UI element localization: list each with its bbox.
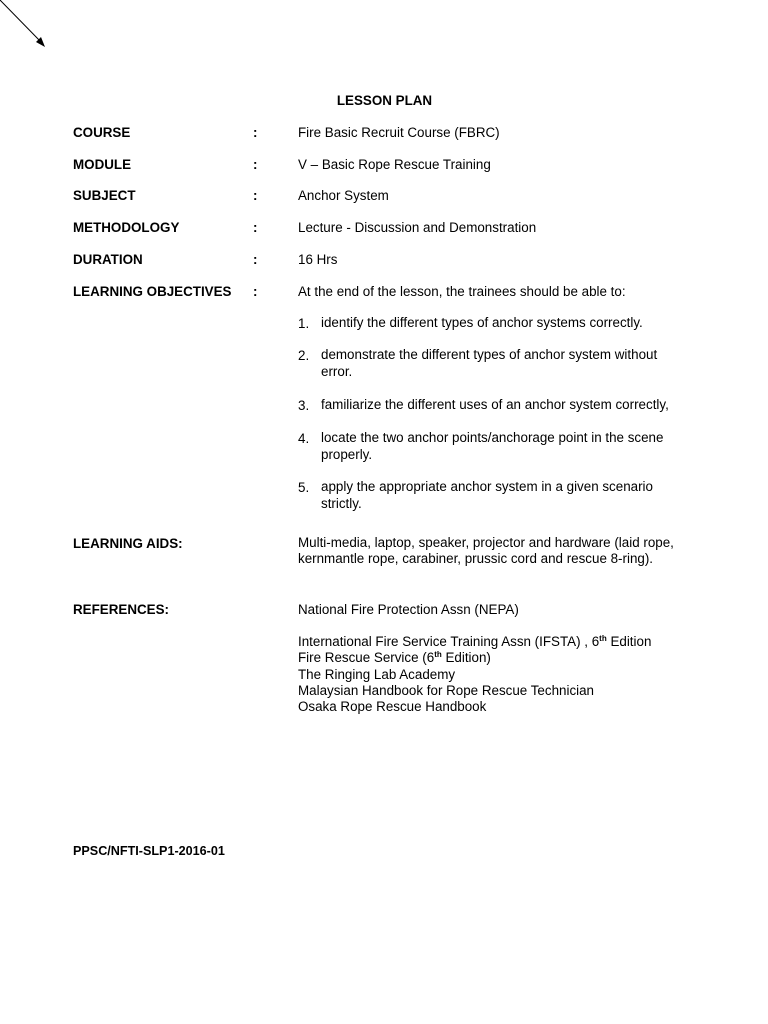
learning-aids-label: LEARNING AIDS: [73, 536, 183, 551]
field-colon: : [253, 220, 258, 235]
objective-number: 5. [298, 480, 310, 495]
objective-number: 3. [298, 398, 310, 413]
corner-arrow-icon [0, 0, 60, 60]
reference-item: Osaka Rope Rescue Handbook [298, 699, 487, 715]
field-colon: : [253, 157, 258, 172]
reference-item: International Fire Service Training Assn (IFSTA) , 6th Edition [298, 634, 652, 649]
objective-text: locate the two anchor points/anchorage point in the scene properly. [321, 430, 664, 462]
field-colon: : [253, 125, 258, 140]
field-value: 16 Hrs [298, 252, 338, 267]
objective-text: apply the appropriate anchor system in a given scenario strictly. [321, 479, 653, 511]
objective-number: 1. [298, 316, 310, 331]
field-colon: : [253, 252, 258, 267]
reference-item: Malaysian Handbook for Rope Rescue Technician [298, 682, 595, 698]
objective-number: 4. [298, 431, 310, 446]
objective-number: 2. [298, 348, 310, 363]
field-value: V – Basic Rope Rescue Training [298, 157, 491, 172]
objectives-intro: At the end of the lesson, the trainees should be able to: [298, 284, 626, 299]
references-label: REFERENCES: [73, 602, 169, 617]
reference-item: The Ringing Lab Academy [298, 666, 456, 682]
references-list [298, 634, 698, 715]
learning-aids-text: Multi-media, laptop, speaker, projector and hardware (laid rope, kernmantle rope, carabiner, prussic cord and rescue 8-ring). [298, 535, 674, 567]
field-label: SUBJECT [73, 188, 136, 203]
field-value: Fire Basic Recruit Course (FBRC) [298, 125, 500, 140]
objective-text: familiarize the different uses of an anchor system correctly, [321, 397, 669, 412]
reference-item: Fire Rescue Service (6th Edition) [298, 650, 491, 666]
objectives-colon: : [253, 284, 258, 299]
field-label: MODULE [73, 157, 132, 172]
field-colon: : [253, 188, 258, 203]
field-value: Anchor System [298, 188, 389, 203]
field-label: DURATION [73, 252, 143, 267]
document-code: PPSC/NFTI-SLP1-2016-01 [73, 844, 225, 858]
objective-text: demonstrate the different types of anchor system without error. [321, 347, 658, 379]
objectives-label: LEARNING OBJECTIVES [73, 284, 232, 299]
field-label: METHODOLOGY [73, 220, 180, 235]
reference-item: National Fire Protection Assn (NEPA) [298, 602, 519, 617]
page-title: LESSON PLAN [336, 93, 433, 108]
field-value: Lecture - Discussion and Demonstration [298, 220, 537, 235]
field-label: COURSE [73, 125, 131, 140]
objective-text: identify the different types of anchor systems correctly. [321, 315, 643, 330]
